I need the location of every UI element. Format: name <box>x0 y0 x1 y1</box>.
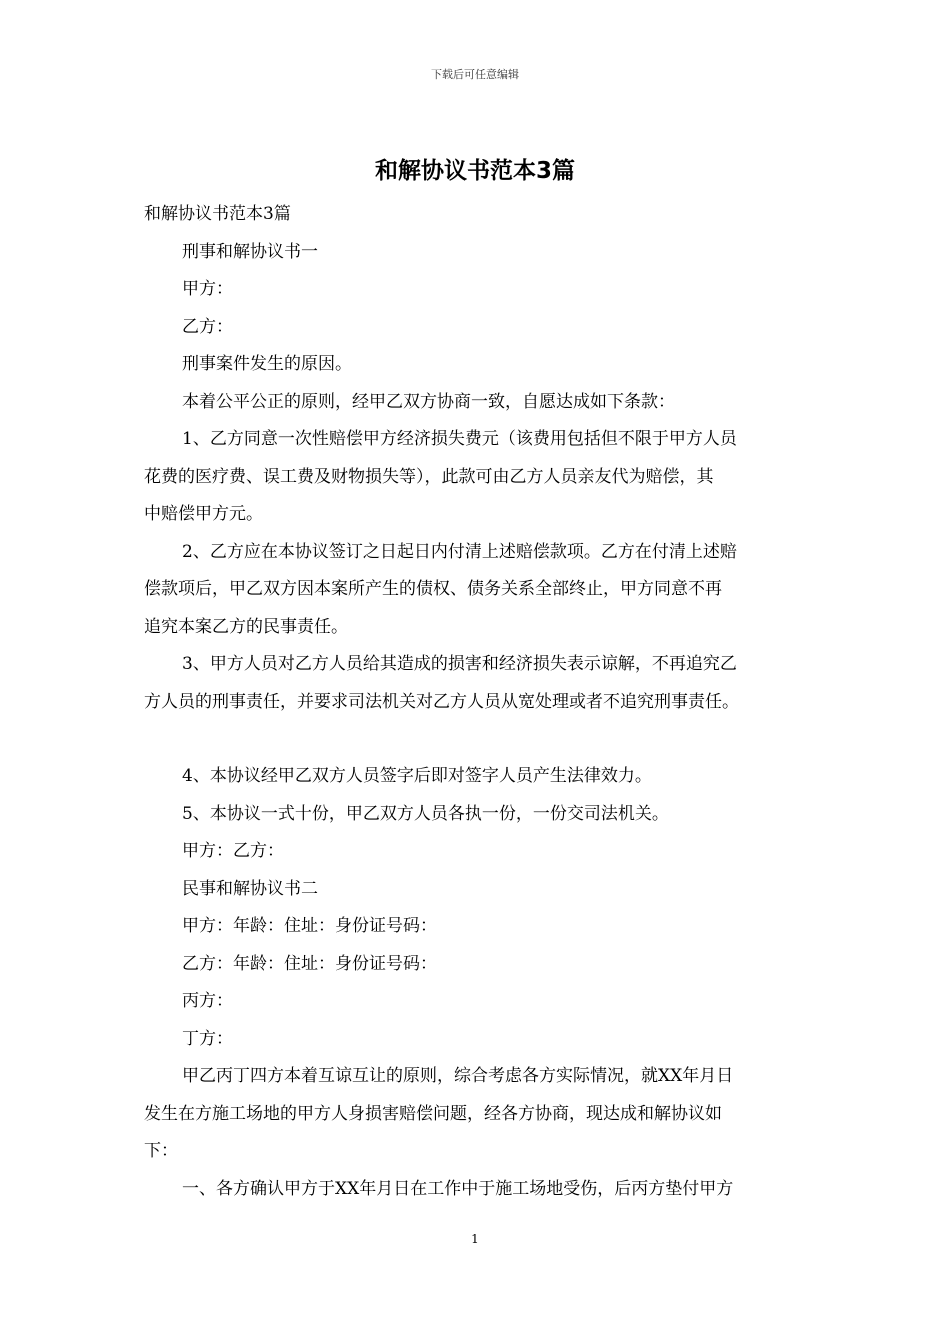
paragraph-line: 中赔偿甲方元。 <box>144 504 263 524</box>
paragraph-line: 本着公平公正的原则，经甲乙双方协商一致，自愿达成如下条款： <box>182 391 675 412</box>
paragraph-line: 3、甲方人员对乙方人员给其造成的损害和经济损失表示谅解，不再追究乙 <box>182 654 737 674</box>
paragraph-line: 发生在方施工场地的甲方人身损害赔偿问题，经各方协商，现达成和解协议如 <box>144 1103 722 1124</box>
paragraph-line: 刑事和解协议书一 <box>182 241 318 262</box>
paragraph-line: 甲乙丙丁四方本着互谅互让的原则，综合考虑各方实际情况，就XX年月日 <box>182 1066 734 1086</box>
paragraph-line: 方人员的刑事责任，并要求司法机关对乙方人员从宽处理或者不追究刑事责任。 <box>144 691 739 712</box>
paragraph-line: 刑事案件发生的原因。 <box>182 354 352 374</box>
paragraph-line: 乙方：年龄：住址：身份证号码： <box>182 953 437 974</box>
paragraph-line: 4、本协议经甲乙双方人员签字后即对签字人员产生法律效力。 <box>182 766 652 786</box>
paragraph-line: 甲方：年龄：住址：身份证号码： <box>182 916 437 936</box>
paragraph-line: 丁方： <box>182 1028 233 1049</box>
paragraph-line: 丙方： <box>182 991 233 1011</box>
paragraph-line: 一、各方确认甲方于XX年月日在工作中于施工场地受伤，后丙方垫付甲方 <box>182 1178 734 1199</box>
paragraph-line: 花费的医疗费、误工费及财物损失等），此款可由乙方人员亲友代为赔偿，其 <box>144 466 714 487</box>
paragraph-line: 甲方：乙方： <box>182 841 284 861</box>
paragraph-line: 民事和解协议书二 <box>182 878 318 899</box>
paragraph-line: 偿款项后，甲乙双方因本案所产生的债权、债务关系全部终止，甲方同意不再 <box>144 579 722 599</box>
paragraph-line <box>144 721 824 758</box>
paragraph-line: 追究本案乙方的民事责任。 <box>144 616 348 637</box>
document-body <box>144 196 824 1208</box>
paragraph-line: 5、本协议一式十份，甲乙双方人员各执一份，一份交司法机关。 <box>182 803 669 824</box>
paragraph-line: 甲方： <box>182 279 233 299</box>
document-title: 和解协议书范本3篇 <box>374 158 575 184</box>
page-number: 1 <box>471 1232 479 1246</box>
paragraph-line: 和解协议书范本3篇 <box>144 204 291 224</box>
paragraph-line: 2、乙方应在本协议签订之日起日内付清上述赔偿款项。乙方在付清上述赔 <box>182 541 737 562</box>
paragraph-line: 1、乙方同意一次性赔偿甲方经济损失费元（该费用包括但不限于甲方人员 <box>182 429 737 449</box>
page-header: 下载后可任意编辑 <box>431 68 519 81</box>
paragraph-line: 下： <box>144 1141 178 1161</box>
paragraph-line: 乙方： <box>182 316 233 337</box>
